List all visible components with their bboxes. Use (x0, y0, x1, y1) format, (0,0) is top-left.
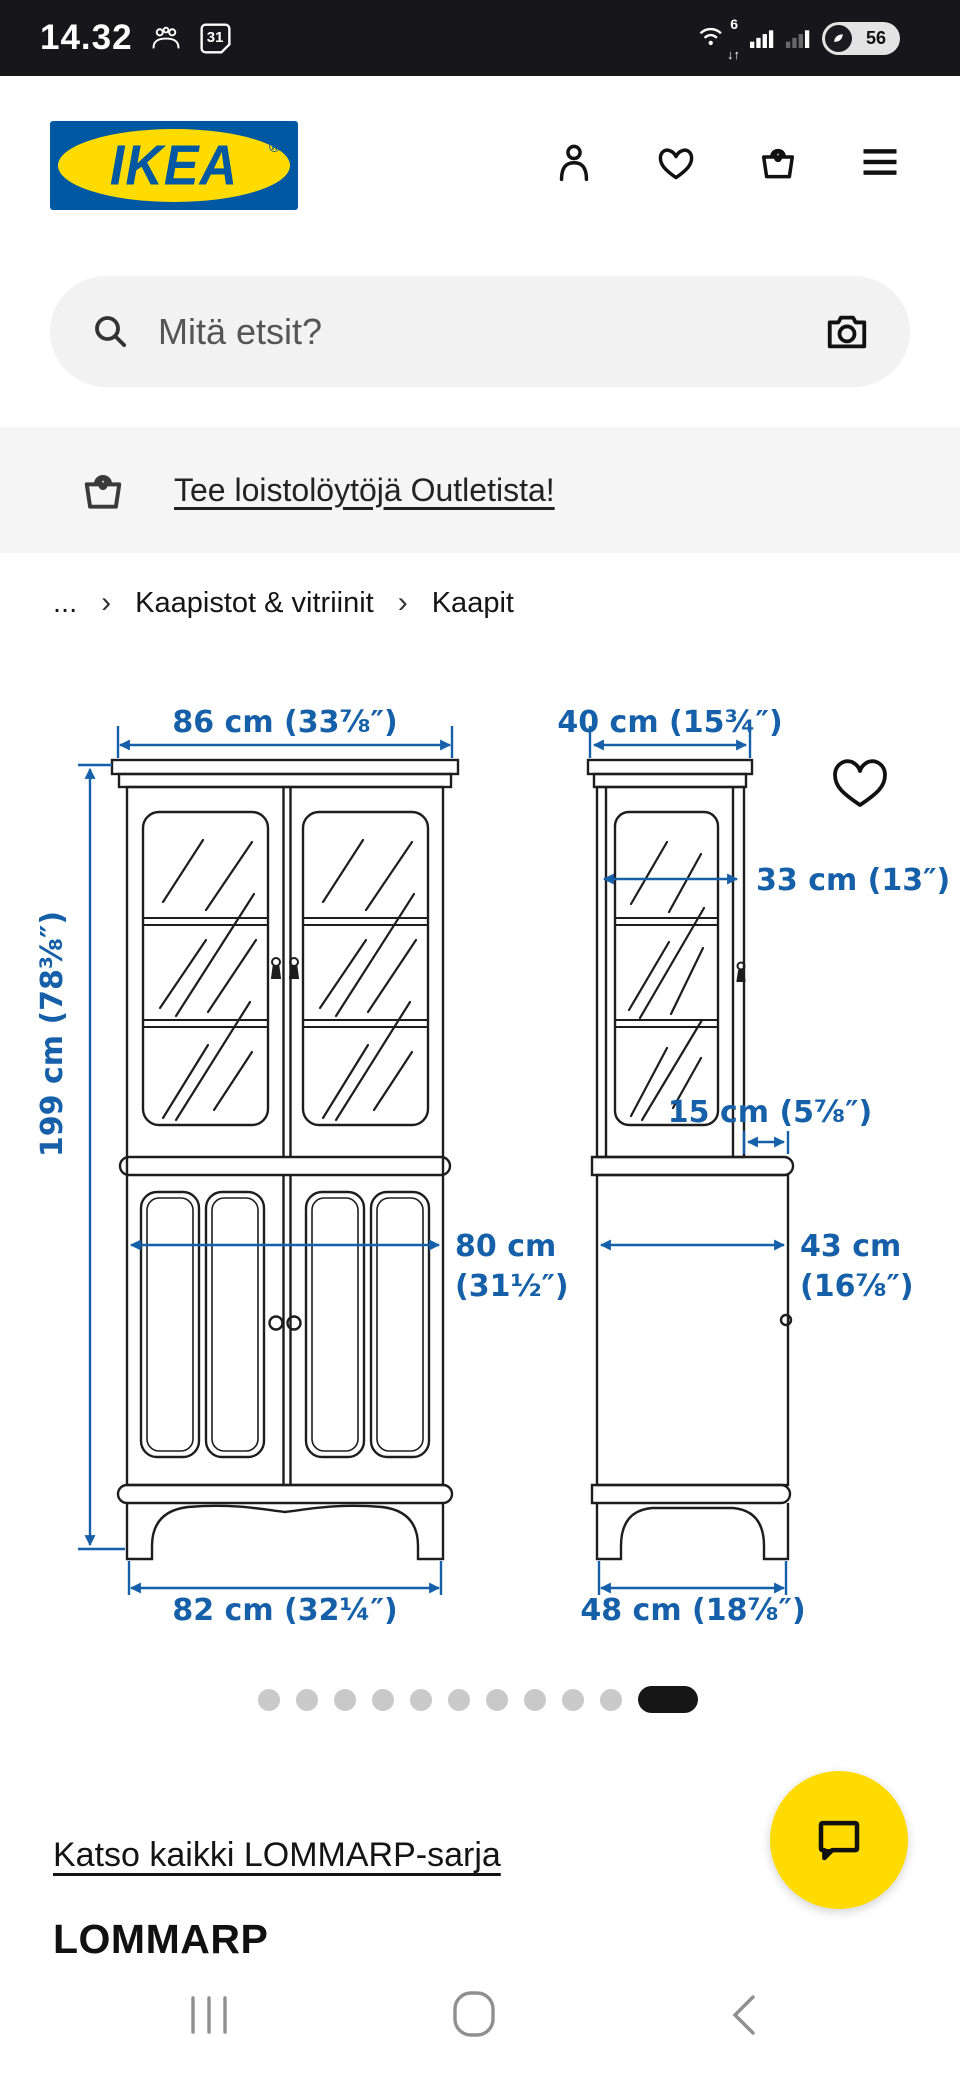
dim-label-lower-depth-1: 43 cm (800, 1229, 902, 1264)
product-title: LOMMARP (53, 1916, 269, 1962)
search-icon (90, 311, 132, 353)
heart-icon (654, 140, 698, 184)
glass-hatching (629, 842, 704, 1120)
door-knob (781, 1315, 791, 1325)
search-input[interactable] (158, 311, 824, 353)
front-view-drawing (112, 760, 458, 1559)
outlet-link[interactable]: Tee loistolöytöjä Outletista! (174, 471, 555, 508)
header-actions (552, 140, 902, 184)
carousel-dot[interactable] (562, 1689, 584, 1711)
breadcrumb (53, 586, 514, 620)
breadcrumb-separator: › (101, 586, 112, 619)
door-knob (270, 1317, 283, 1330)
dimension-labels (35, 705, 950, 1628)
dim-label-height: 199 cm (78⅜″) (35, 910, 70, 1158)
chat-fab-button[interactable] (770, 1771, 908, 1909)
battery-percent: 56 (865, 27, 887, 48)
dim-label-lower-depth-2: (16⅞″) (800, 1269, 914, 1304)
ikea-logo-text: IKEA (109, 134, 239, 197)
series-link[interactable]: Katso kaikki LOMMARP-sarja (53, 1836, 501, 1874)
calendar-icon (199, 22, 232, 55)
basket-icon (78, 465, 128, 515)
clock: 14.32 (40, 18, 133, 57)
breadcrumb-item-kaapistot[interactable]: Kaapistot & vitriinit (135, 586, 374, 619)
carousel-dot[interactable] (486, 1689, 508, 1711)
search-bar[interactable] (50, 276, 910, 387)
favorite-heart-icon[interactable] (835, 761, 885, 805)
outlet-banner[interactable] (0, 427, 960, 553)
home-button[interactable] (452, 1990, 496, 2038)
breadcrumb-ellipsis[interactable]: ... (53, 586, 78, 619)
carousel-dot[interactable] (524, 1689, 546, 1711)
calendar-day: 31 (206, 28, 224, 46)
recent-apps-button[interactable] (190, 1995, 228, 2035)
chat-bubble-icon (812, 1813, 866, 1867)
dimension-lines (78, 726, 788, 1595)
status-bar (0, 0, 960, 76)
ikea-logo[interactable] (50, 121, 298, 210)
signal-bars-sim1-icon (750, 29, 774, 48)
profile-button[interactable] (552, 140, 596, 184)
back-button[interactable] (728, 1993, 758, 2037)
product-image-dimensions (0, 690, 960, 1645)
carousel-dot[interactable] (448, 1689, 470, 1711)
wifi-activity-arrows: ↓↑ (727, 47, 740, 62)
breadcrumb-item-kaapit[interactable]: Kaapit (431, 586, 514, 619)
carousel-dot[interactable] (334, 1689, 356, 1711)
signal-bars-sim2-icon (786, 29, 810, 48)
carousel-dot[interactable] (258, 1689, 280, 1711)
basket-icon (756, 140, 800, 184)
dim-label-inner-width-1: 80 cm (455, 1229, 557, 1264)
wishlist-button[interactable] (654, 140, 698, 184)
wifi-generation-label: 6 (730, 16, 738, 32)
carousel-dot[interactable] (296, 1689, 318, 1711)
keyhole-handle (738, 963, 745, 982)
dim-label-inner-width-2: (31½″) (455, 1269, 569, 1304)
keyhole-handles (272, 958, 298, 978)
dim-label-shelf-depth: 15 cm (5⅞″) (667, 1095, 873, 1130)
cart-button[interactable] (756, 140, 800, 184)
glass-hatching (160, 840, 416, 1120)
dim-label-front-width: 86 cm (33⅞″) (172, 705, 398, 740)
hamburger-icon (858, 140, 902, 184)
registered-trademark: ® (268, 139, 280, 156)
dim-label-base-width: 82 cm (32¼″) (172, 1593, 398, 1628)
dim-label-base-depth: 48 cm (18⅞″) (580, 1593, 806, 1628)
carousel-active-indicator[interactable] (638, 1686, 698, 1713)
ikea-logo-ellipse (58, 129, 290, 202)
android-navigation-bar (0, 1975, 960, 2055)
breadcrumb-separator: › (397, 586, 408, 619)
wifi-icon (696, 16, 740, 62)
carousel-dot[interactable] (410, 1689, 432, 1711)
person-icon (552, 140, 596, 184)
camera-search-icon[interactable] (824, 309, 870, 355)
carousel-dots (258, 1686, 698, 1713)
status-bar-left (40, 0, 232, 76)
carousel-dot[interactable] (600, 1689, 622, 1711)
power-saving-leaf-icon (825, 25, 852, 52)
product-dimension-diagram (0, 690, 960, 1645)
status-bar-right (696, 0, 900, 76)
battery-indicator (822, 22, 900, 55)
dim-label-inner-depth: 33 cm (13″) (756, 863, 951, 898)
dim-label-side-depth: 40 cm (15¾″) (557, 705, 783, 740)
menu-button[interactable] (858, 140, 902, 184)
people-notification-icon (149, 25, 183, 51)
carousel-dot[interactable] (372, 1689, 394, 1711)
